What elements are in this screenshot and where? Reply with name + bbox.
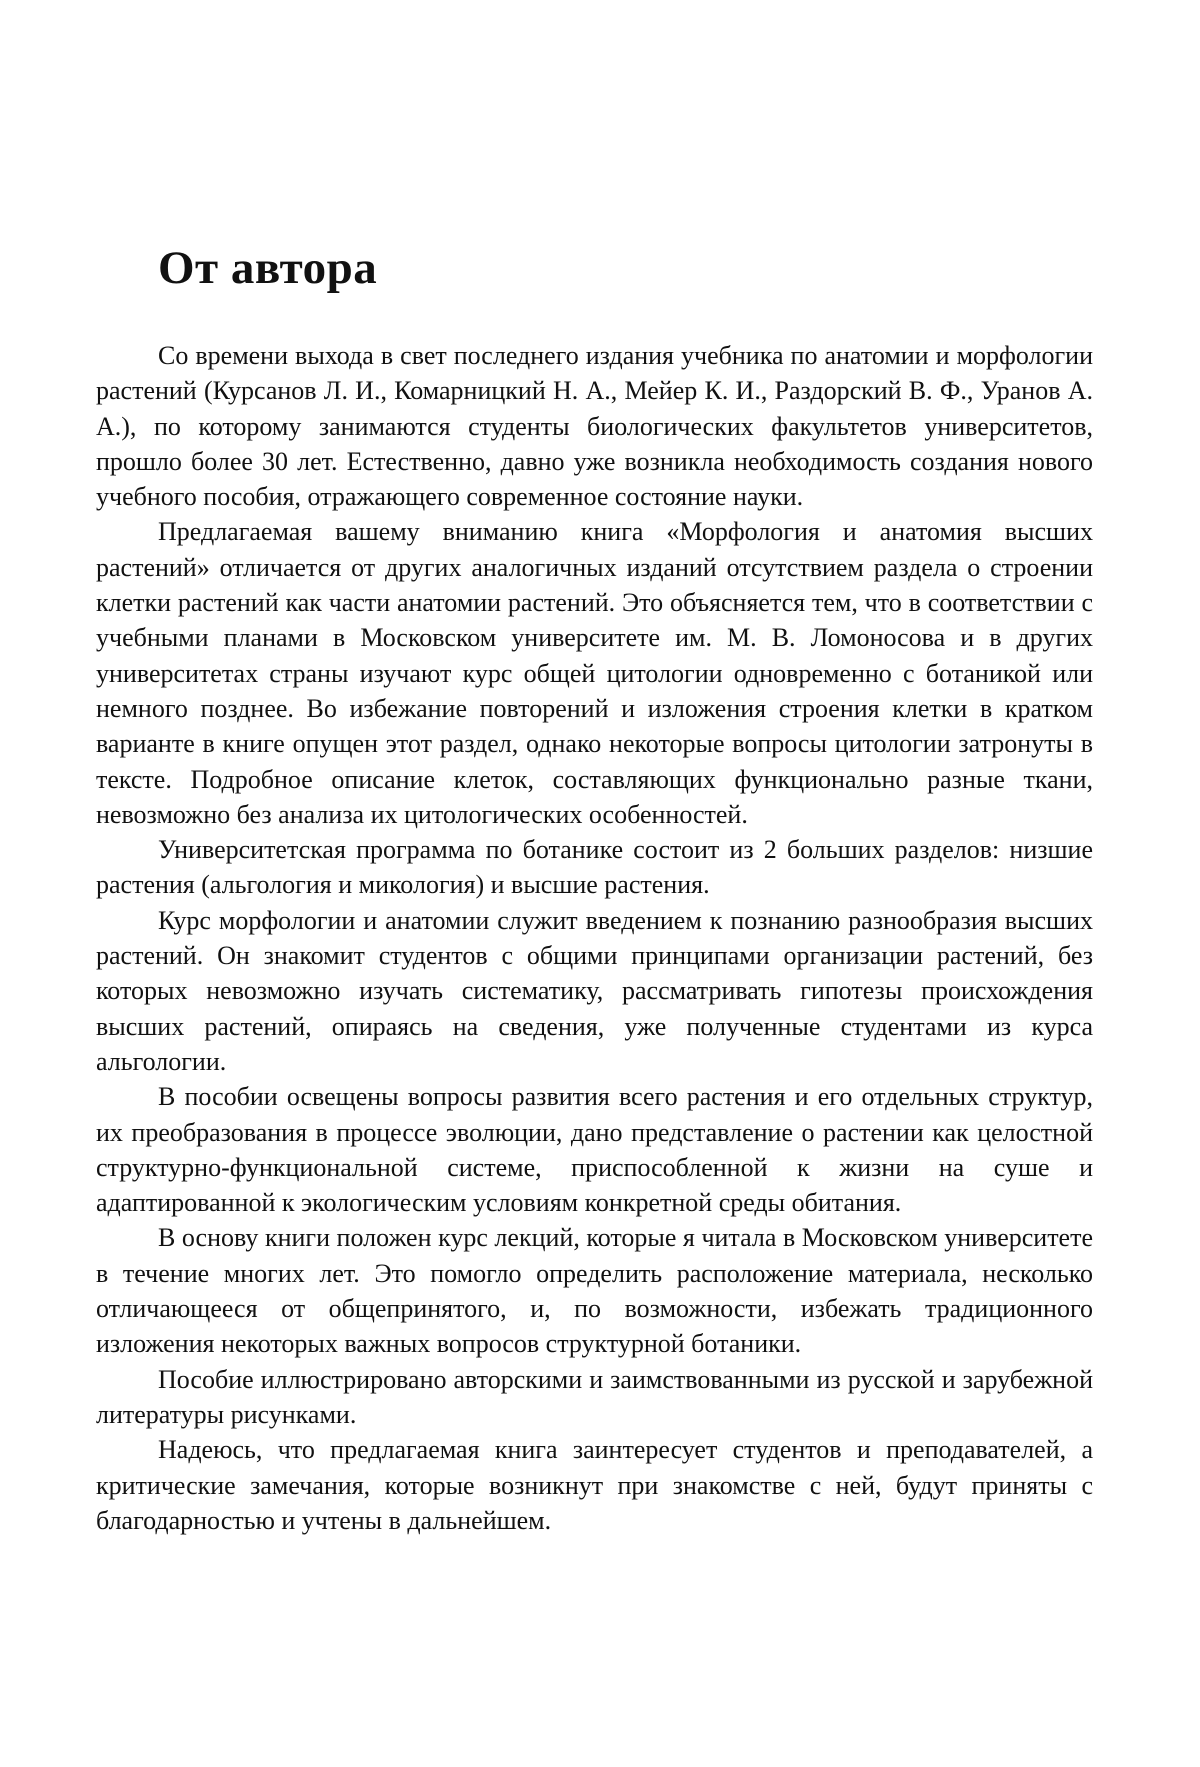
- paragraph: Университетская программа по ботанике состоит из 2 больших разделов: низшие растения (альгология и микология) и высшие растения.: [96, 835, 1093, 900]
- paragraph: Со времени выхода в свет последнего издания учебника по анатомии и морфологии растений (Курсанов Л. И., Комарницкий Н. А., Мейер К. И., Раздорский В. Ф., Уранов А. А.), по которому занимаются студенты биологических факультетов университетов, прошло более 30 лет. Естественно, давно уже возникла необходимость создания нового учебного пособия, отражающего современное состояние науки.: [96, 341, 1093, 512]
- paragraph: Пособие иллюстрировано авторскими и заимствованными из русской и зарубежной литературы рисунками.: [96, 1364, 1093, 1429]
- paragraph: Курс морфологии и анатомии служит введением к познанию разнообразия высших растений. Он знакомит студентов с общими принципами организации растений, без которых невозможно изучать систематику, рассматривать гипотезы происхождения высших растений, опираясь на сведения, уже полученные студентами из курса альгологии.: [96, 905, 1093, 1076]
- paragraph: Надеюсь, что предлагаемая книга заинтересует студентов и преподавателей, а критические замечания, которые возникнут при знакомстве с ней, будут приняты с благодарностью и учтены в дальнейшем.: [96, 1435, 1093, 1535]
- paragraph: В основу книги положен курс лекций, которые я читала в Московском университете в течение многих лет. Это помогло определить расположение материала, несколько отличающееся от общепринятого, и, по возможности, избежать традиционного изложения некоторых важных вопросов структурной ботаники.: [96, 1223, 1093, 1359]
- page-title: От автора: [158, 242, 378, 294]
- paragraph: В пособии освещены вопросы развития всего растения и его отдельных структур, их преобразования в процессе эволюции, дано представление о растении как целостной структурно-функциональной системе, приспособленной к жизни на суше и адаптированной к экологическим условиям конкретной среды обитания.: [96, 1082, 1093, 1218]
- body-text: [96, 338, 1093, 1538]
- paragraph: Предлагаемая вашему вниманию книга «Морфология и анатомия высших растений» отличается от других аналогичных изданий отсутствием раздела о строении клетки растений как части анатомии растений. Это объясняется тем, что в соответствии с учебными планами в Московском университете им. М. В. Ломоносова и в других университетах страны изучают курс общей цитологии одновременно с ботаникой или немного позднее. Во избежание повторений и изложения строения клетки в кратком варианте в книге опущен этот раздел, однако некоторые вопросы цитологии затронуты в тексте. Подробное описание клеток, составляющих функционально разные ткани, невозможно без анализа их цитологических особенностей.: [96, 517, 1093, 829]
